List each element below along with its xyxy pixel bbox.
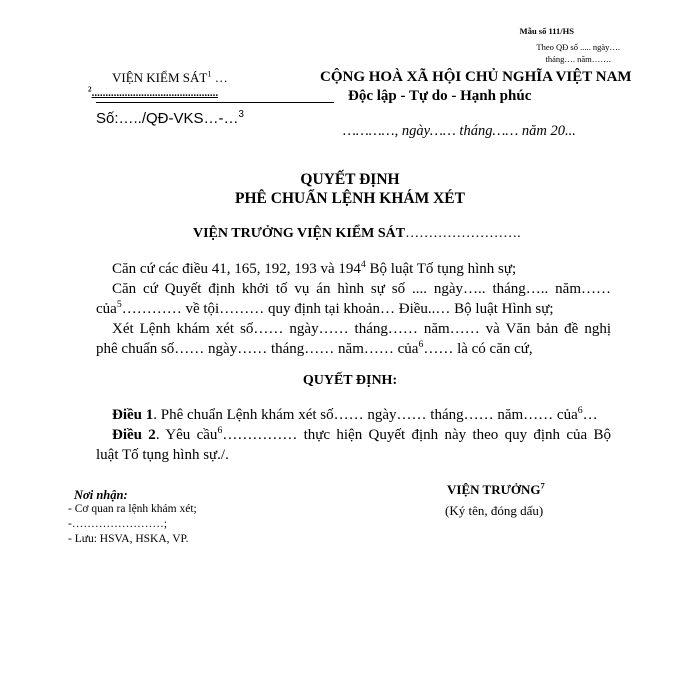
article-1-label: Điều 1: [112, 407, 154, 423]
signature-footnote-marker: 7: [540, 480, 545, 491]
article-2-start: . Yêu cầu: [155, 427, 218, 443]
document-number: [96, 110, 244, 127]
basis-2-line-2-end: ………… về tội……… quy định tại khoản… Điều..… Bộ luật Hình sự;: [121, 301, 554, 317]
agency-label: VIỆN KIỂM SÁT: [112, 70, 208, 85]
article-2-footnote-marker: 6: [217, 425, 223, 436]
form-reference: [536, 41, 620, 65]
form-reference-line1: Theo QĐ số ..... ngày….: [536, 42, 620, 52]
national-motto: Độc lập - Tự do - Hạnh phúc: [348, 88, 532, 104]
unit-footnote-marker: 2: [88, 85, 92, 94]
unit-name: [88, 87, 218, 99]
signature-title-text: VIỆN TRƯỞNG: [447, 482, 541, 497]
document-subtitle: PHÊ CHUẨN LỆNH KHÁM XÉT: [235, 190, 465, 207]
basis-2-line-2-start: của: [96, 301, 117, 317]
article-2-label: Điều 2: [112, 427, 156, 443]
recipients-list: [68, 502, 197, 547]
recipients-title: Nơi nhận:: [74, 488, 128, 502]
basis-2-line-1: Căn cứ Quyết định khởi tố vụ án hình sự số .... ngày….. tháng….. năm……: [112, 281, 611, 297]
agency-name: [112, 70, 228, 86]
basis-3-line-1: Xét Lệnh khám xét số…… ngày…… tháng…… năm…… và Văn bản đề nghị: [112, 321, 611, 337]
article-1-end: …: [582, 407, 598, 423]
signature-instruction: (Ký tên, đóng dấu): [445, 503, 544, 518]
basis-1-footnote-marker: 4: [360, 259, 366, 270]
agency-dots: …: [211, 70, 228, 85]
document-number-text: Số:…../QĐ-VKS…-…: [96, 110, 239, 127]
form-reference-line2: tháng…. năm…….: [545, 54, 611, 64]
basis-paragraph-2: [96, 279, 611, 319]
signature-title: [447, 482, 545, 498]
basis-paragraph-3: [96, 319, 611, 359]
basis-2-footnote-marker: 5: [116, 299, 122, 310]
article-2: [96, 425, 611, 465]
form-code: Mẫu số 111/HS: [519, 26, 574, 36]
decision-heading: QUYẾT ĐỊNH:: [302, 373, 398, 388]
issuing-authority-label: VIỆN TRƯỞNG VIỆN KIỂM SÁT: [193, 226, 406, 241]
article-1: [96, 405, 611, 425]
basis-1-text: Căn cứ các điều 41, 165, 192, 193 và 194: [112, 261, 361, 277]
basis-1-end: Bộ luật Tố tụng hình sự;: [365, 261, 517, 277]
issuing-authority-dots: …………………….: [405, 226, 521, 241]
basis-3-line-2-end: …… là có căn cứ,: [423, 341, 533, 357]
document-number-footnote-marker: 3: [238, 109, 244, 120]
header-divider: [96, 102, 334, 103]
basis-paragraph-1: [96, 259, 611, 279]
document-title: QUYẾT ĐỊNH: [300, 171, 400, 188]
national-title: CỘNG HOÀ XÃ HỘI CHỦ NGHĨA VIỆT NAM: [320, 69, 632, 85]
recipient-item: - Lưu: HSVA, HSKA, VP.: [68, 533, 189, 545]
recipient-item: - Cơ quan ra lệnh khám xét;: [68, 503, 197, 515]
article-2-line-2: luật Tố tụng hình sự./.: [96, 447, 229, 463]
issuing-authority: [193, 226, 521, 242]
document-date: …………, ngày…… tháng…… năm 20...: [343, 123, 576, 139]
basis-3-line-2-start: phê chuẩn số…… ngày…… tháng…… năm…… của: [96, 341, 419, 357]
recipient-item: -……………………;: [68, 518, 168, 530]
basis-3-footnote-marker: 6: [418, 339, 424, 350]
article-1-text: . Phê chuẩn Lệnh khám xét số…… ngày…… tháng…… năm…… của: [153, 407, 578, 423]
article-2-end: …………… thực hiện Quyết định này theo quy định của Bộ: [222, 427, 612, 443]
unit-dots: ..............................................: [91, 87, 219, 99]
article-1-footnote-marker: 6: [577, 405, 583, 416]
agency-footnote-marker: 1: [207, 68, 212, 79]
